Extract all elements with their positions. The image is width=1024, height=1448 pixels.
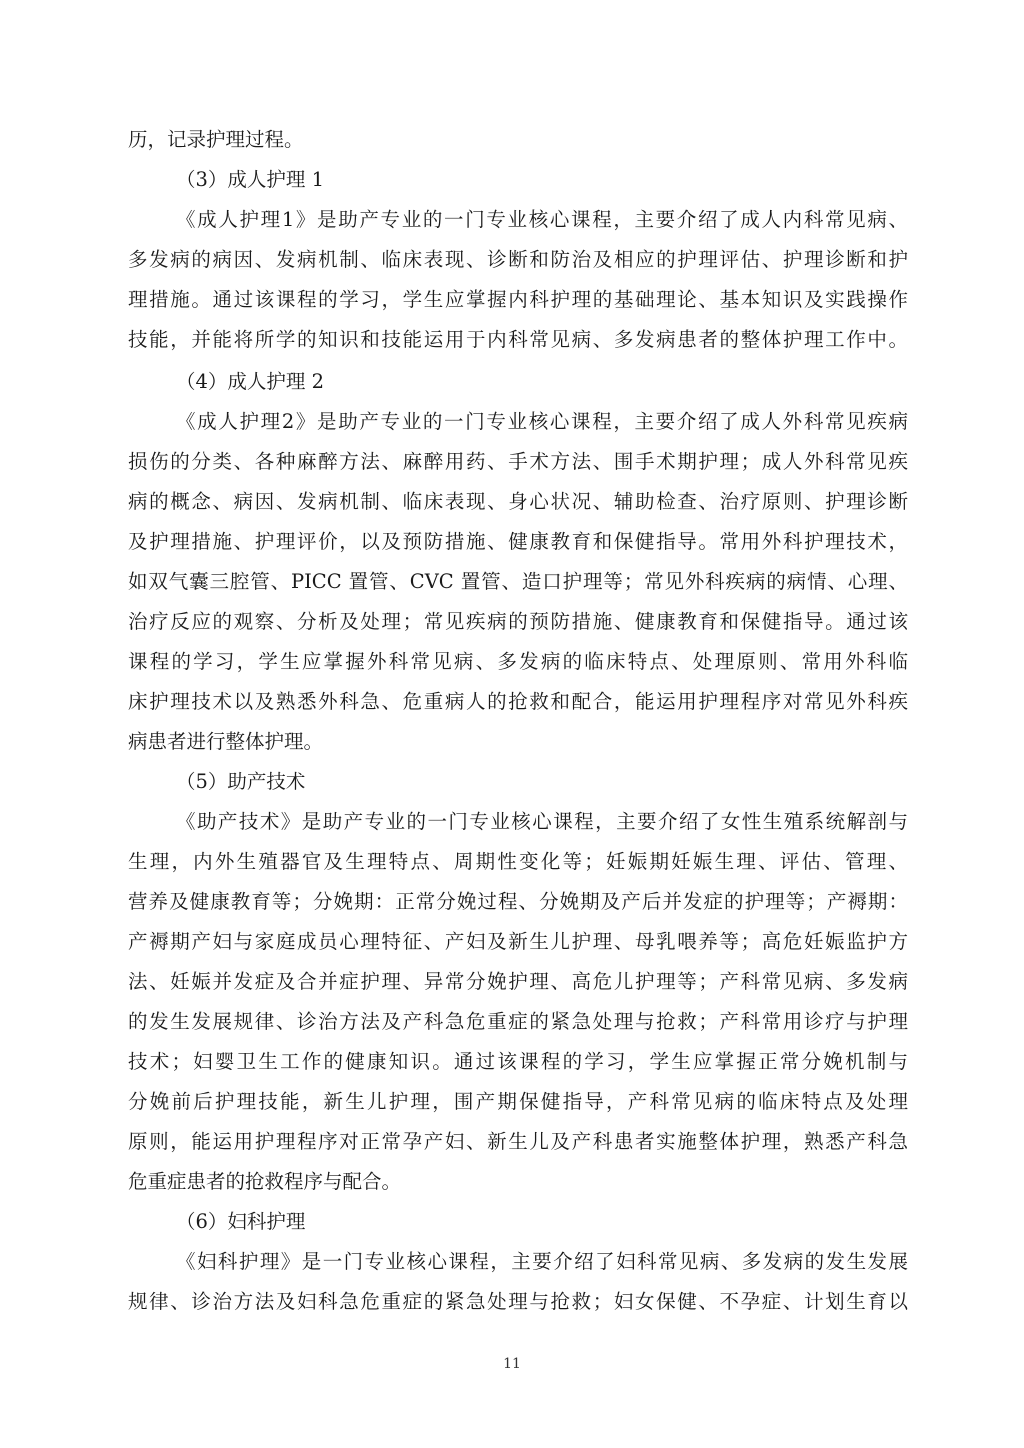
text-line: 《成人护理2》是助产专业的一门专业核心课程，主要介绍了成人外科常见疾病 (176, 410, 908, 433)
text-line: 病的概念、病因、发病机制、临床表现、身心状况、辅助检查、治疗原则、护理诊断 (128, 490, 908, 513)
text-line: 生理，内外生殖器官及生理特点、周期性变化等；妊娠期妊娠生理、评估、管理、 (128, 850, 908, 873)
text-line: 营养及健康教育等；分娩期：正常分娩过程、分娩期及产后并发症的护理等；产褥期： (128, 890, 908, 913)
text-line: 课程的学习，学生应掌握外科常见病、多发病的临床特点、处理原则、常用外科临 (128, 650, 908, 673)
section-heading: （6）妇科护理 (176, 1210, 306, 1233)
text-line: 法、妊娠并发症及合并症护理、异常分娩护理、高危儿护理等；产科常见病、多发病 (128, 970, 908, 993)
text-line: 分娩前后护理技能，新生儿护理，围产期保健指导，产科常见病的临床特点及处理 (128, 1090, 908, 1113)
text-line: 《成人护理1》是助产专业的一门专业核心课程，主要介绍了成人内科常见病、 (176, 208, 908, 231)
text-line: 治疗反应的观察、分析及处理；常见疾病的预防措施、健康教育和保健指导。通过该 (128, 610, 908, 633)
text-line: 产褥期产妇与家庭成员心理特征、产妇及新生儿护理、母乳喂养等；高危妊娠监护方 (128, 930, 908, 953)
text-line: 《助产技术》是助产专业的一门专业核心课程，主要介绍了女性生殖系统解剖与 (176, 810, 908, 833)
text-line: 床护理技术以及熟悉外科急、危重病人的抢救和配合，能运用护理程序对常见外科疾 (128, 690, 908, 713)
section-heading: （5）助产技术 (176, 770, 306, 793)
text-line: 技术；妇婴卫生工作的健康知识。通过该课程的学习，学生应掌握正常分娩机制与 (128, 1050, 908, 1073)
page-number: 11 (503, 1356, 521, 1372)
text-line: 及护理措施、护理评价，以及预防措施、健康教育和保健指导。常用外科护理技术， (128, 530, 908, 553)
text-line: 历，记录护理过程。 (128, 128, 304, 151)
text-line: 理措施。通过该课程的学习，学生应掌握内科护理的基础理论、基本知识及实践操作 (128, 288, 908, 311)
text-line: 技能，并能将所学的知识和技能运用于内科常见病、多发病患者的整体护理工作中。 (128, 328, 908, 351)
text-line: 如双气囊三腔管、PICC 置管、CVC 置管、造口护理等；常见外科疾病的病情、心理、 (128, 570, 908, 593)
text-line: 危重症患者的抢救程序与配合。 (128, 1170, 402, 1193)
text-line: 损伤的分类、各种麻醉方法、麻醉用药、手术方法、围手术期护理；成人外科常见疾 (128, 450, 908, 473)
text-line: 原则，能运用护理程序对正常孕产妇、新生儿及产科患者实施整体护理，熟悉产科急 (128, 1130, 908, 1153)
text-line: 规律、诊治方法及妇科急危重症的紧急处理与抢救；妇女保健、不孕症、计划生育以 (128, 1290, 908, 1313)
text-line: 多发病的病因、发病机制、临床表现、诊断和防治及相应的护理评估、护理诊断和护 (128, 248, 908, 271)
text-line: 病患者进行整体护理。 (128, 730, 324, 753)
text-line: 的发生发展规律、诊治方法及产科急危重症的紧急处理与抢救；产科常用诊疗与护理 (128, 1010, 908, 1033)
section-heading: （3）成人护理 1 (176, 168, 325, 191)
section-heading: （4）成人护理 2 (176, 370, 325, 393)
text-line: 《妇科护理》是一门专业核心课程，主要介绍了妇科常见病、多发病的发生发展 (176, 1250, 908, 1273)
